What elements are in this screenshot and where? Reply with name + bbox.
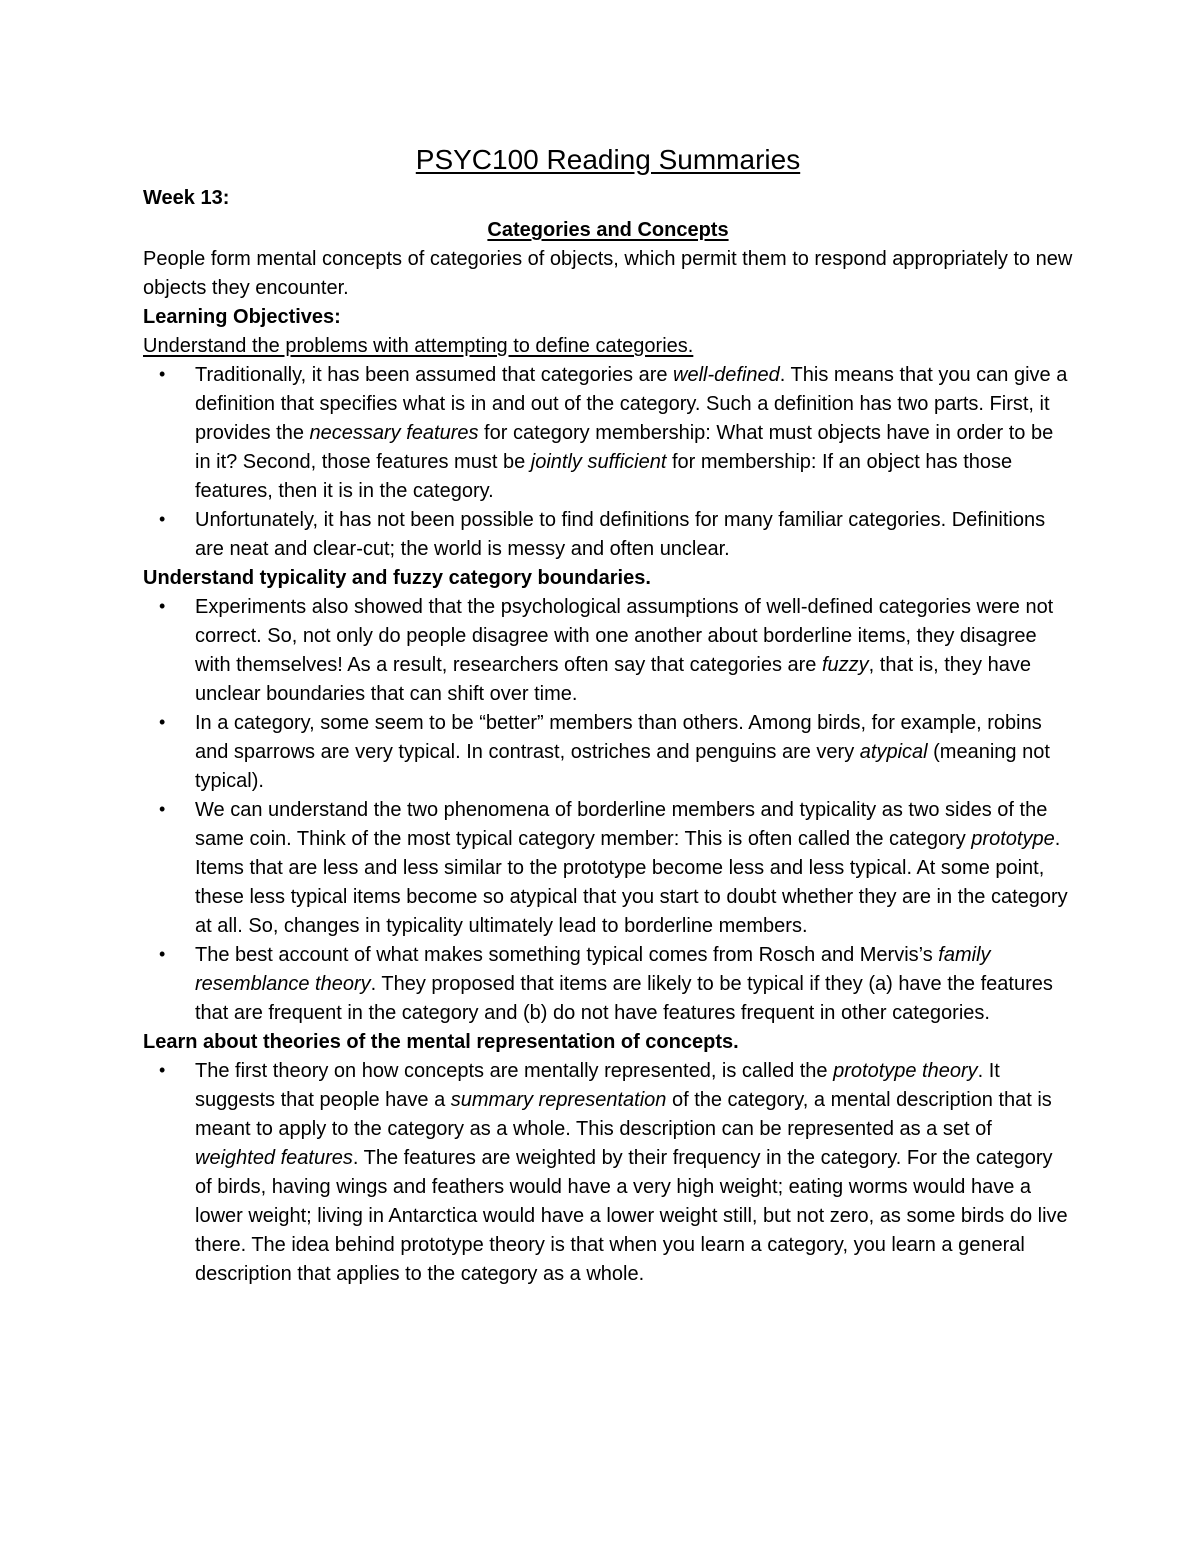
italic-term: prototype [971, 828, 1055, 850]
bullet-icon: • [159, 364, 166, 384]
italic-term: jointly sufficient [530, 451, 667, 473]
italic-term: prototype theory [833, 1060, 978, 1082]
text-run: of the category, a mental description that is meant to apply to the category as a whole. This description can be represented as a set of [195, 1089, 1052, 1140]
objective3-bullet-list [143, 1057, 1073, 1289]
document-page [143, 140, 1073, 1289]
italic-term: family resemblance theory [195, 944, 991, 995]
text-run: . The features are weighted by their frequency in the category. For the category of birds, having wings and feathers would have a very high weight; eating worms would have a lower weight; living in Antarctica would have a lower weight still, but not zero, as some birds do live there. The idea behind prototype theory is that when you learn a category, you learn a general description that applies to the category as a whole. [195, 1147, 1068, 1285]
text-run: . It suggests that people have a [195, 1060, 1000, 1111]
list-item [143, 941, 1073, 1028]
bullet-icon: • [159, 1060, 166, 1080]
learning-objectives-label: Learning Objectives: [143, 306, 341, 328]
text-run: . Items that are less and less similar to the prototype become less and less typical. At some point, these less typical items become so atypical that you start to doubt whether they are in the category at all. So, changes in typicality ultimately lead to borderline members. [195, 828, 1068, 937]
bullet-icon: • [159, 712, 166, 732]
italic-term: fuzzy [821, 654, 869, 676]
objective-heading-typicality: Understand typicality and fuzzy category boundaries. [143, 567, 651, 589]
text-run: The best account of what makes something typical comes from Rosch and Mervis’s [195, 944, 939, 966]
text-run: for membership: If an object has those features, then it is in the category. [195, 451, 1013, 502]
objective1-bullet-list [143, 361, 1073, 564]
text-run: for category membership: What must objects have in order to be in it? Second, those features must be [195, 422, 1054, 473]
objective-heading-mental-representation: Learn about theories of the mental representation of concepts. [143, 1031, 739, 1053]
text-run: In a category, some seem to be “better” members than others. Among birds, for example, robins and sparrows are very typical. In contrast, ostriches and penguins are very [195, 712, 1042, 763]
bullet-icon: • [159, 596, 166, 616]
objective-heading-define-categories: Understand the problems with attempting to define categories. [143, 335, 694, 357]
text-run: . They proposed that items are likely to be typical if they (a) have the features that are frequent in the category and (b) do not have features frequent in other categories. [195, 973, 1053, 1024]
bullet-icon: • [159, 799, 166, 819]
text-run: We can understand the two phenomena of borderline members and typicality as two sides of the same coin. Think of the most typical category member: This is often called the category [195, 799, 1048, 850]
list-item [143, 1057, 1073, 1289]
bullet-icon: • [159, 944, 166, 964]
italic-term: weighted features [195, 1147, 353, 1169]
text-run: . This means that you can give a definition that specifies what is in and out of the category. Such a definition has two parts. First, it provides the [195, 364, 1068, 444]
italic-term: summary representation [450, 1089, 667, 1111]
intro-paragraph: People form mental concepts of categories of objects, which permit them to respond appropriately to new objects they encounter. [143, 248, 1073, 299]
text-run: Unfortunately, it has not been possible to find definitions for many familiar categories. Definitions are neat and clear-cut; the world is messy and often unclear. [195, 509, 1046, 560]
text-run: Experiments also showed that the psychological assumptions of well-defined categories were not correct. So, not only do people disagree with one another about borderline items, they disagree with themselves! As a result, researchers often say that categories are [195, 596, 1054, 676]
text-run: Traditionally, it has been assumed that categories are [195, 364, 674, 386]
section-title: Categories and Concepts [487, 219, 729, 241]
text-run: The first theory on how concepts are mentally represented, is called the [195, 1060, 834, 1082]
italic-term: atypical [859, 741, 928, 763]
italic-term: necessary features [309, 422, 479, 444]
list-item [143, 361, 1073, 506]
list-item [143, 593, 1073, 709]
bullet-icon: • [159, 509, 166, 529]
list-item [143, 709, 1073, 796]
text-run: (meaning not typical). [195, 741, 1050, 792]
week-label: Week 13: [143, 187, 230, 209]
italic-term: well-defined [673, 364, 780, 386]
text-run: , that is, they have unclear boundaries that can shift over time. [195, 654, 1031, 705]
list-item [143, 796, 1073, 941]
objective2-bullet-list [143, 593, 1073, 1028]
list-item [143, 506, 1073, 564]
document-title: PSYC100 Reading Summaries [415, 144, 801, 175]
